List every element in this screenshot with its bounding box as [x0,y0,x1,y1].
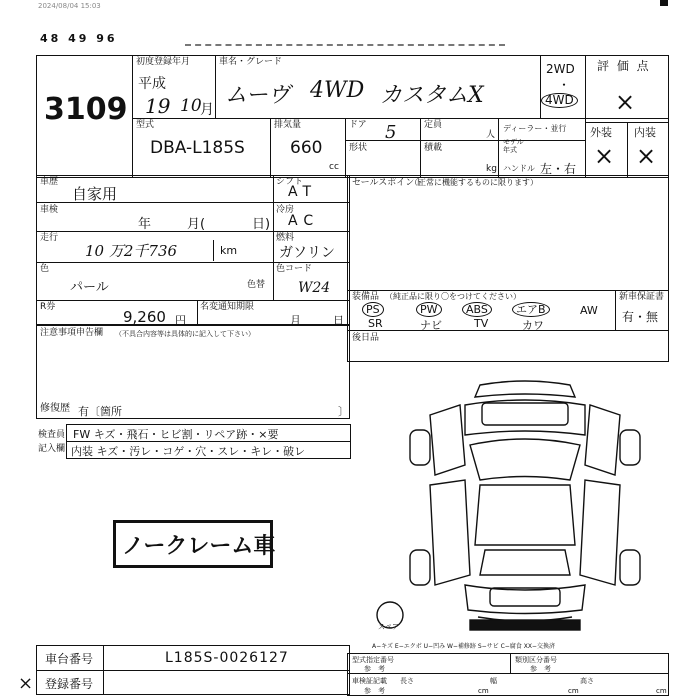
capacity-label: 定員 [424,120,443,130]
fuel-label: 燃料 [276,233,295,243]
lot-number: 3109 [44,92,128,127]
doors: 5 [385,122,397,143]
color-code-label: 色コード [276,264,313,274]
shift-value: AT [288,184,318,200]
color-code: W24 [298,280,331,296]
reg-month: 10 [180,96,202,116]
shift-label: シフト [276,177,304,187]
designated-label: 型式指定番号 [352,656,394,664]
color-label: 色 [40,264,50,274]
chassis-label: 車台番号 [45,652,94,666]
r-ken-label: R券 [40,302,56,312]
history-value: 自家用 [72,185,118,203]
first-reg-label: 初度登録年月 [136,57,191,67]
warranty-value: 有・無 [622,310,659,324]
repair-value: 有〔箇所 [78,405,122,418]
post-install-label: 後日品 [352,333,380,343]
ac-value: AC [288,213,320,229]
equip-airbag: エアB [512,302,550,317]
cert-label: 車検証記載 [352,677,387,685]
car-body-diagram [370,375,670,640]
sales-point-label: セールスポイント [352,178,424,188]
car-name: ムーヴ [225,83,290,108]
color-change-label: 色替 [247,280,266,290]
handle-value: 左・右 [540,162,577,176]
equip-abs: ABS [462,302,492,317]
ac-label: 冷房 [276,205,295,215]
height-label: 高さ [580,677,594,685]
month-unit: 月 [200,102,214,118]
exterior-label: 外装 [590,126,612,139]
displacement-label: 排気量 [274,120,302,130]
score-mark: × [615,88,636,116]
inspector-row2: 内装 キズ・汚レ・コゲ・穴・スレ・キレ・破レ [71,445,306,458]
entry-label: 記入欄 [38,444,66,454]
dealer-label: ディーラー・並行 [503,124,567,133]
equip-sr: SR [368,317,383,330]
interior-mark: × [636,142,657,170]
score-label: 評 価 点 [597,59,651,73]
repair-label: 修復歴 [40,403,70,414]
door-label: ドア [349,120,367,130]
mileage-label: 走行 [40,233,59,243]
reg-year: 19 [145,94,171,118]
width-label: 幅 [490,677,497,685]
print-timestamp: 2024/08/04 15:03 [38,2,101,10]
load-label: 積載 [424,143,443,153]
history-label: 車歴 [40,177,59,187]
drive-4wd-circled: 4WD [541,93,578,108]
spare-label: スペア [378,623,399,631]
model-label: 型式 [136,120,155,130]
no-claim-text: ノークレーム車 [122,534,276,559]
inspection-label: 車検 [40,205,59,215]
tax-notice-label: 名変通知期限 [200,302,255,312]
shape-label: 形状 [349,143,368,153]
equipment-label: 装備品 [352,292,380,302]
mileage-value: 10 万2千736 [85,242,178,260]
corner-mark [660,0,668,6]
car-name-label: 車名・グレード [219,57,283,67]
model-year-label: モデル 年式 [503,138,524,154]
equip-ps: PS [362,302,384,317]
drive-type: 4WD [310,78,365,103]
model-code: DBA-L185S [150,138,245,158]
r-ken-value: 9,260 [123,308,166,326]
era: 平成 [138,76,166,92]
damage-legend: A−キズ E−エクボ U−凹み W−補修跡 S−サビ C−腐食 XX−交換済 [372,643,555,650]
displacement: 660 [290,138,323,158]
regno-mark: × [18,673,34,694]
chassis-number: L185S-0026127 [165,650,289,666]
equip-leather: カワ [522,319,544,332]
inspector-row1: FW キズ・飛石・ヒビ割・リペア跡・×要 [73,428,279,441]
interior-label: 内装 [634,126,656,139]
notes-label: 注意事項申告欄 [40,328,104,338]
equip-pw: PW [416,302,442,317]
sales-block [347,175,669,362]
exterior-mark: × [594,142,615,170]
fuel-value: ガソリン [279,245,335,261]
equip-aw: AW [580,304,598,317]
cert-block [347,653,669,696]
equip-navi: ナビ [420,319,442,332]
regno-label: 登録番号 [45,677,94,691]
length-label: 長さ [400,677,414,685]
inspector-label: 検査員 [38,430,66,440]
header-code: 48 49 96 [40,32,118,45]
warranty-label: 新車保証書 [619,292,665,302]
drive-2wd: 2WD [546,62,575,76]
handle-label: ハンドル [503,164,535,173]
equip-tv: TV [474,317,489,330]
grade: カスタムX [380,83,484,108]
class-label: 類別区分番号 [515,656,557,664]
color-value: パール [70,280,109,295]
